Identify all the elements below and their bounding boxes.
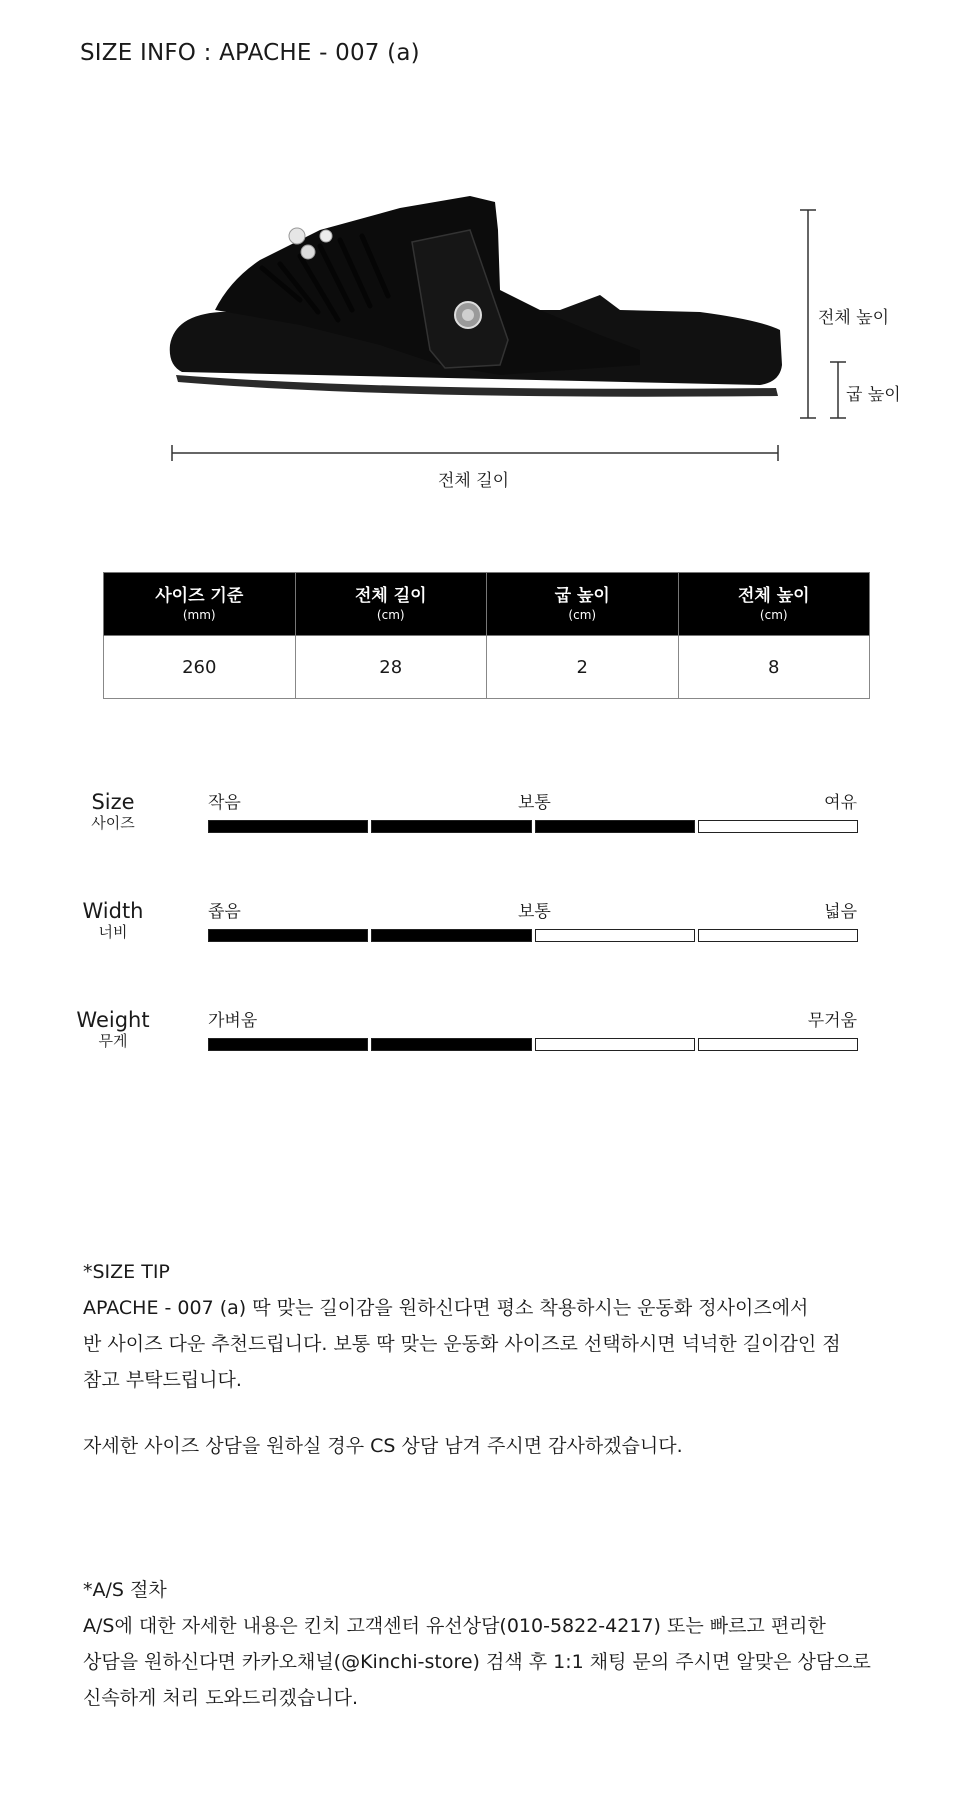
scale-segment-empty bbox=[535, 1038, 695, 1051]
size-scale-bar bbox=[208, 820, 858, 833]
scale-segment-filled bbox=[535, 820, 695, 833]
width-scale-left: 좁음 bbox=[208, 902, 241, 922]
scale-segment-filled bbox=[208, 820, 368, 833]
total-length-label: 전체 길이 bbox=[438, 471, 510, 491]
size-tip-line: 반 사이즈 다운 추천드립니다. 보통 딱 맞는 운동화 사이즈로 선택하시면 넉넉한 길이감인 점 bbox=[83, 1333, 841, 1355]
as-line: 상담을 원하신다면 카카오채널(@Kinchi-store) 검색 후 1:1 채팅 문의 주시면 알맞은 상담으로 bbox=[83, 1651, 871, 1673]
size-tip-line: 참고 부탁드립니다. bbox=[83, 1369, 242, 1391]
scale-segment-filled bbox=[208, 1038, 368, 1051]
scale-segment-filled bbox=[371, 1038, 531, 1051]
table-row bbox=[104, 636, 870, 699]
width-scale-right: 넓음 bbox=[824, 902, 857, 922]
sandal-image bbox=[170, 196, 782, 397]
scale-segment-empty bbox=[698, 929, 858, 942]
heel-height-label: 굽 높이 bbox=[846, 385, 901, 405]
weight-scale-bar bbox=[208, 1038, 858, 1051]
as-info bbox=[83, 1572, 871, 1716]
weight-scale-left: 가벼움 bbox=[208, 1011, 258, 1031]
scale-segment-filled bbox=[208, 929, 368, 942]
size-scale-right: 여유 bbox=[824, 793, 857, 813]
as-line: 신속하게 처리 도와드리겠습니다. bbox=[83, 1687, 359, 1709]
width-scale-bar bbox=[208, 929, 858, 942]
size-tip bbox=[83, 1254, 841, 1398]
scale-segment-filled bbox=[371, 820, 531, 833]
as-line: A/S에 대한 자세한 내용은 킨치 고객센터 유선상담(010-5822-4217) 또는 빠르고 편리한 bbox=[83, 1615, 826, 1637]
scale-segment-empty bbox=[535, 929, 695, 942]
as-heading: *A/S 절차 bbox=[83, 1579, 167, 1601]
size-tip-heading: *SIZE TIP bbox=[83, 1261, 170, 1283]
scale-segment-empty bbox=[698, 1038, 858, 1051]
weight-scale-label: Weight 무게 bbox=[76, 1008, 150, 1050]
page-title: SIZE INFO : APACHE - 007 (a) bbox=[80, 40, 420, 66]
width-scale-middle: 보통 bbox=[518, 902, 551, 922]
consult-note: 자세한 사이즈 상담을 원하실 경우 CS 상담 남겨 주시면 감사하겠습니다. bbox=[83, 1435, 683, 1457]
cell-total-height: 8 bbox=[678, 636, 870, 699]
size-table bbox=[103, 572, 870, 699]
header-heel-height: 굽 높이 (cm) bbox=[487, 573, 679, 636]
weight-scale-right: 무거움 bbox=[807, 1011, 857, 1031]
cell-total-length: 28 bbox=[295, 636, 487, 699]
size-scale-middle: 보통 bbox=[518, 793, 551, 813]
size-scale-left: 작음 bbox=[208, 793, 241, 813]
header-total-length: 전체 길이 (cm) bbox=[295, 573, 487, 636]
header-size-standard: 사이즈 기준 (mm) bbox=[104, 573, 296, 636]
scale-segment-empty bbox=[698, 820, 858, 833]
cell-size: 260 bbox=[104, 636, 296, 699]
header-total-height: 전체 높이 (cm) bbox=[678, 573, 870, 636]
scale-segment-filled bbox=[371, 929, 531, 942]
width-scale-label: Width 너비 bbox=[82, 899, 144, 941]
total-height-label: 전체 높이 bbox=[818, 308, 890, 328]
size-scale-label: Size 사이즈 bbox=[91, 790, 135, 832]
cell-heel-height: 2 bbox=[487, 636, 679, 699]
size-tip-line: APACHE - 007 (a) 딱 맞는 길이감을 원하신다면 평소 착용하시는 운동화 정사이즈에서 bbox=[83, 1297, 809, 1319]
